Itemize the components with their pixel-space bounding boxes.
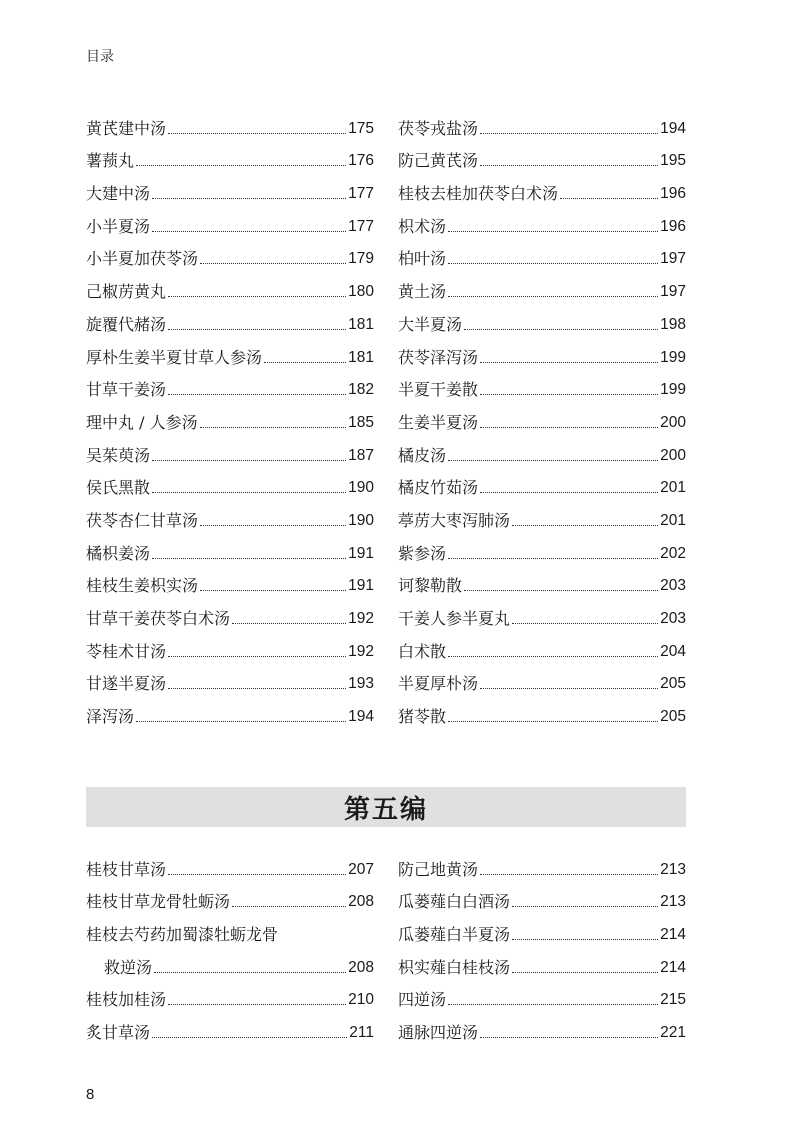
toc-entry[interactable] xyxy=(86,629,374,662)
section-heading-bar xyxy=(86,787,686,827)
toc-entry-title: 己椒苈黄丸 xyxy=(86,282,167,302)
toc-entry[interactable] xyxy=(86,531,374,564)
toc-entry[interactable] xyxy=(398,847,686,880)
leader-dots xyxy=(264,362,346,363)
toc-entry-title: 茯苓泽泻汤 xyxy=(398,347,479,367)
toc-entry-page: 192 xyxy=(348,642,374,660)
toc-entry-page: 187 xyxy=(348,446,374,464)
toc-entry-page: 192 xyxy=(348,610,374,627)
toc-entry-title: 大半夏汤 xyxy=(398,314,463,334)
toc-entry-page: 208 xyxy=(348,893,374,911)
toc-entry[interactable] xyxy=(86,269,374,302)
toc-entry-title: 四逆汤 xyxy=(398,990,447,1010)
toc-entry[interactable] xyxy=(398,400,686,433)
toc-entry[interactable] xyxy=(398,531,686,564)
toc-entry-title: 猪苓散 xyxy=(398,707,447,727)
leader-dots xyxy=(480,874,658,875)
toc-entry[interactable] xyxy=(86,596,374,629)
leader-dots xyxy=(448,296,658,297)
toc-entry-page: 210 xyxy=(348,991,374,1009)
leader-dots xyxy=(448,231,658,232)
leader-dots xyxy=(512,972,658,973)
leader-dots xyxy=(136,165,346,166)
toc-entry[interactable] xyxy=(86,106,374,139)
toc-entry-title: 橘皮竹茹汤 xyxy=(398,478,479,498)
leader-dots xyxy=(480,427,658,428)
leader-dots xyxy=(200,263,346,264)
leader-dots xyxy=(152,558,346,559)
toc-column-left-section xyxy=(86,847,374,1043)
toc-entry-page: 196 xyxy=(660,217,686,235)
toc-entry-page: 213 xyxy=(660,893,686,911)
leader-dots xyxy=(448,558,658,559)
toc-entry-title: 生姜半夏汤 xyxy=(398,412,479,432)
toc-entry[interactable] xyxy=(398,335,686,368)
toc-entry-title: 理中丸 / 人参汤 xyxy=(86,412,198,432)
toc-entry[interactable] xyxy=(86,433,374,466)
toc-entry-page: 202 xyxy=(660,544,686,562)
toc-entry[interactable] xyxy=(86,978,374,1011)
toc-entry-title: 桂枝去桂加茯苓白术汤 xyxy=(398,184,559,204)
toc-entry-page: 195 xyxy=(660,152,686,170)
toc-entry-title: 桂枝甘草龙骨牡蛎汤 xyxy=(86,892,231,912)
toc-entry[interactable] xyxy=(86,1010,374,1043)
toc-column-right-section xyxy=(398,847,686,1043)
leader-dots xyxy=(480,688,658,689)
toc-entry-title: 泽泻汤 xyxy=(86,707,135,727)
toc-entry[interactable] xyxy=(86,368,374,401)
toc-entry-page: 175 xyxy=(348,119,374,137)
toc-entry-title: 茯苓杏仁甘草汤 xyxy=(86,510,199,530)
toc-entry-page: 193 xyxy=(348,675,374,693)
leader-dots xyxy=(154,972,346,973)
toc-entry-page: 214 xyxy=(660,926,686,944)
toc-entry[interactable] xyxy=(86,204,374,237)
toc-entry-title: 白术散 xyxy=(398,641,447,661)
toc-entry-title: 防己黄芪汤 xyxy=(398,151,479,171)
toc-entry-page: 196 xyxy=(660,185,686,203)
toc-entry-title: 侯氏黑散 xyxy=(86,478,151,498)
toc-entry-title: 通脉四逆汤 xyxy=(398,1023,479,1043)
toc-entry[interactable] xyxy=(398,368,686,401)
toc-entry-continuation[interactable] xyxy=(86,945,374,978)
leader-dots xyxy=(152,492,346,493)
toc-entry-page: 190 xyxy=(348,479,374,497)
leader-dots xyxy=(168,688,346,689)
toc-entry-title: 葶苈大枣泻肺汤 xyxy=(398,510,511,530)
toc-entry-page: 199 xyxy=(660,348,686,366)
toc-entry-title: 瓜蒌薤白白酒汤 xyxy=(398,892,511,912)
toc-entry-title: 厚朴生姜半夏甘草人参汤 xyxy=(86,347,263,367)
toc-entry-page: 203 xyxy=(660,610,686,627)
toc-entry-title: 甘遂半夏汤 xyxy=(86,674,167,694)
toc-entry-page: 180 xyxy=(348,283,374,301)
leader-dots xyxy=(200,525,346,526)
toc-entry[interactable] xyxy=(398,498,686,531)
toc-entry[interactable] xyxy=(398,302,686,335)
toc-entry-page: 215 xyxy=(660,991,686,1009)
toc-entry-title: 小半夏加茯苓汤 xyxy=(86,249,199,269)
leader-dots xyxy=(480,362,658,363)
toc-entry-page: 213 xyxy=(660,860,686,878)
toc-column-right xyxy=(398,106,686,727)
toc-entry-title: 防己地黄汤 xyxy=(398,859,479,879)
toc-entry[interactable] xyxy=(398,912,686,945)
toc-entry-title: 半夏干姜散 xyxy=(398,380,479,400)
leader-dots xyxy=(448,263,658,264)
toc-entry-title: 茯苓戎盐汤 xyxy=(398,118,479,138)
toc-entry-title: 紫参汤 xyxy=(398,543,447,563)
leader-dots xyxy=(136,721,346,722)
toc-entry-title: 柏叶汤 xyxy=(398,249,447,269)
leader-dots xyxy=(168,296,346,297)
toc-entry-title: 黄芪建中汤 xyxy=(86,118,167,138)
toc-entry[interactable] xyxy=(86,302,374,335)
toc-entry-title: 枳术汤 xyxy=(398,216,447,236)
toc-entry[interactable] xyxy=(398,237,686,270)
leader-dots xyxy=(480,165,658,166)
section-heading: 第五编 xyxy=(343,794,428,825)
toc-entry-page: 208 xyxy=(348,958,374,976)
toc-entry-page: 201 xyxy=(660,511,686,529)
toc-entry-page: 177 xyxy=(348,217,374,235)
leader-dots xyxy=(232,623,346,624)
toc-entry-page: 199 xyxy=(660,381,686,399)
toc-entry[interactable] xyxy=(86,694,374,727)
toc-entry[interactable] xyxy=(398,629,686,662)
leader-dots xyxy=(480,133,658,134)
toc-entry-title: 苓桂术甘汤 xyxy=(86,641,167,661)
toc-entry-title: 大建中汤 xyxy=(86,184,151,204)
toc-entry-title: 橘皮汤 xyxy=(398,445,447,465)
toc-entry[interactable] xyxy=(398,466,686,499)
toc-entry-title: 干姜人参半夏丸 xyxy=(398,609,511,628)
running-header: 目录 xyxy=(86,48,114,64)
toc-entry[interactable] xyxy=(86,466,374,499)
toc-entry-title: 瓜蒌薤白半夏汤 xyxy=(398,925,511,945)
toc-entry[interactable] xyxy=(398,1010,686,1043)
toc-entry[interactable] xyxy=(398,978,686,1011)
toc-entry-page: 177 xyxy=(348,185,374,203)
toc-entry[interactable] xyxy=(398,945,686,978)
toc-entry[interactable] xyxy=(86,662,374,695)
toc-entry-title: 甘草干姜汤 xyxy=(86,380,167,400)
toc-entry[interactable] xyxy=(398,171,686,204)
toc-entry[interactable] xyxy=(86,564,374,597)
toc-entry-page: 197 xyxy=(660,283,686,301)
toc-entry-title: 桂枝加桂汤 xyxy=(86,990,167,1010)
leader-dots xyxy=(232,906,346,907)
toc-entry-title: 薯蓣丸 xyxy=(86,151,135,171)
toc-entry-title: 救逆汤 xyxy=(104,957,153,977)
toc-entry-page: 176 xyxy=(348,152,374,170)
leader-dots xyxy=(448,1004,658,1005)
toc-entry[interactable] xyxy=(398,880,686,913)
toc-entry[interactable] xyxy=(86,237,374,270)
leader-dots xyxy=(480,492,658,493)
toc-entry-page: 194 xyxy=(348,708,374,726)
toc-entry-title: 诃黎勒散 xyxy=(398,576,463,596)
leader-dots xyxy=(168,874,346,875)
toc-entry[interactable] xyxy=(398,269,686,302)
toc-entry[interactable] xyxy=(398,106,686,139)
toc-entry-page: 201 xyxy=(660,479,686,497)
toc-entry[interactable] xyxy=(86,847,374,880)
leader-dots xyxy=(480,1037,658,1038)
toc-entry-title: 桂枝甘草汤 xyxy=(86,859,167,879)
leader-dots xyxy=(448,721,658,722)
leader-dots xyxy=(464,590,658,591)
leader-dots xyxy=(168,133,346,134)
toc-entry-page: 181 xyxy=(348,315,374,333)
leader-dots xyxy=(168,394,346,395)
toc-entry-page: 200 xyxy=(660,446,686,464)
toc-entry-title: 橘枳姜汤 xyxy=(86,543,151,563)
toc-entry-title: 半夏厚朴汤 xyxy=(398,674,479,694)
leader-dots xyxy=(512,939,658,940)
toc-entry-page: 198 xyxy=(660,315,686,333)
toc-entry[interactable] xyxy=(398,694,686,727)
toc-entry-page: 194 xyxy=(660,119,686,137)
toc-entry-page: 200 xyxy=(660,413,686,431)
leader-dots xyxy=(200,427,347,428)
toc-entry-title: 旋覆代赭汤 xyxy=(86,314,167,334)
leader-dots xyxy=(512,623,658,624)
toc-entry[interactable] xyxy=(86,880,374,913)
toc-entry-title: 枳实薤白桂枝汤 xyxy=(398,957,511,977)
toc-entry[interactable] xyxy=(86,171,374,204)
toc-column-left xyxy=(86,106,374,727)
toc-entry[interactable] xyxy=(398,204,686,237)
toc-entry[interactable] xyxy=(398,564,686,597)
toc-entry-title: 炙甘草汤 xyxy=(86,1023,151,1043)
toc-entry-page: 205 xyxy=(660,675,686,693)
toc-entry[interactable] xyxy=(398,433,686,466)
toc-entry-page: 207 xyxy=(348,860,374,878)
toc-entry[interactable] xyxy=(398,596,686,629)
leader-dots xyxy=(480,394,658,395)
toc-entry-page: 204 xyxy=(660,642,686,660)
leader-dots xyxy=(152,198,346,199)
toc-entry-title: 小半夏汤 xyxy=(86,216,151,236)
leader-dots xyxy=(152,1037,347,1038)
leader-dots xyxy=(200,590,346,591)
toc-entry[interactable] xyxy=(398,662,686,695)
toc-entry-title: 桂枝生姜枳实汤 xyxy=(86,576,199,596)
leader-dots xyxy=(152,460,346,461)
toc-entry-page: 181 xyxy=(348,348,374,366)
leader-dots xyxy=(448,460,658,461)
leader-dots xyxy=(512,525,658,526)
toc-entry-page: 182 xyxy=(348,381,374,399)
leader-dots xyxy=(152,231,346,232)
toc-entry[interactable] xyxy=(86,335,374,368)
toc-entry-page: 205 xyxy=(660,708,686,726)
leader-dots xyxy=(168,656,346,657)
page-number: 8 xyxy=(86,1086,95,1103)
toc-entry[interactable] xyxy=(86,498,374,531)
leader-dots xyxy=(168,1004,346,1005)
leader-dots xyxy=(464,329,658,330)
leader-dots xyxy=(448,656,658,657)
toc-entry-title: 桂枝去芍药加蜀漆牡蛎龙骨 xyxy=(86,925,279,945)
leader-dots xyxy=(168,329,346,330)
toc-entry-page: 203 xyxy=(660,577,686,595)
toc-entry[interactable] xyxy=(86,139,374,172)
toc-entry-title: 甘草干姜茯苓白术汤 xyxy=(86,609,231,628)
toc-entry[interactable] xyxy=(86,400,374,433)
toc-entry-page: 211 xyxy=(349,1024,374,1042)
toc-entry-page: 190 xyxy=(348,511,374,529)
toc-entry[interactable] xyxy=(398,139,686,172)
leader-dots xyxy=(512,906,658,907)
toc-entry-title: 黄土汤 xyxy=(398,282,447,302)
toc-entry-page: 221 xyxy=(660,1024,686,1042)
toc-entry-page: 179 xyxy=(348,250,374,268)
toc-entry-page: 185 xyxy=(348,413,374,431)
toc-entry-page: 191 xyxy=(348,544,374,562)
toc-entry-page: 191 xyxy=(348,577,374,595)
leader-dots xyxy=(560,198,658,199)
toc-entry-page: 214 xyxy=(660,958,686,976)
toc-entry[interactable] xyxy=(86,912,374,945)
toc-entry-page: 197 xyxy=(660,250,686,268)
toc-entry-title: 吴茱萸汤 xyxy=(86,445,151,465)
